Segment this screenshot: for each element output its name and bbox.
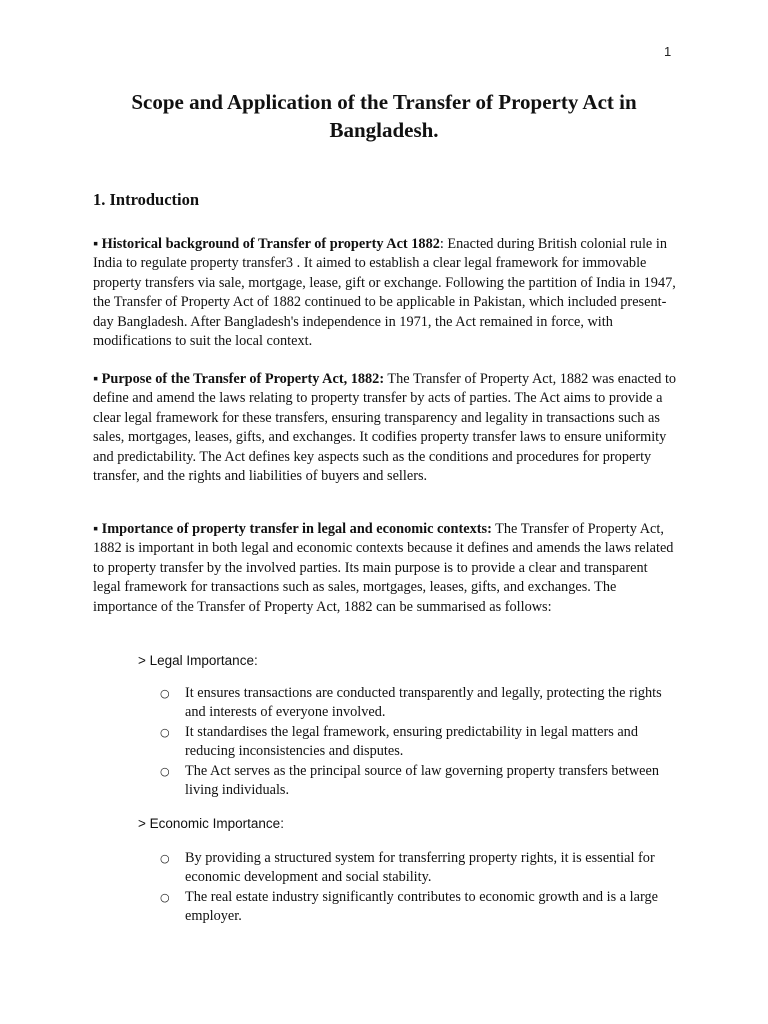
list-item-text: The Act serves as the principal source of law governing property transfers between living individuals. <box>185 762 660 799</box>
document-title: Scope and Application of the Transfer of Property Act in Bangladesh. <box>131 90 637 142</box>
legal-importance-heading: > Legal Importance: <box>138 653 258 668</box>
circle-bullet-icon: ○ <box>160 764 170 778</box>
list-item <box>160 684 680 723</box>
paragraph-purpose <box>93 370 677 486</box>
circle-bullet-icon: ○ <box>160 687 170 700</box>
paragraph-body: The Transfer of Property Act, 1882 was enacted to define and amend the laws relating to property transfer by acts of parties. The Act aims to provide a clear legal framework for these transfers, ensuring transparency and legality in transactions such as sales, mortgages, leases, gifts, and exchanges. It codifies property transfer laws to ensure uniformity and predictability. The Act defines key aspects such as the conditions and procedures for property transfer, and the rights and liabilities of buyers and sellers. <box>93 371 677 485</box>
economic-importance-heading: > Economic Importance: <box>138 816 284 831</box>
circle-bullet-icon: ○ <box>160 852 170 865</box>
paragraph-lead: ▪ Importance of property transfer in legal and economic contexts: <box>93 521 492 537</box>
paragraph-lead: ▪ Purpose of the Transfer of Property Act, 1882: <box>93 371 385 387</box>
list-item <box>160 723 680 762</box>
paragraph-importance <box>93 520 677 617</box>
list-item-text: It ensures transactions are conducted transparently and legally, protecting the rights and interests of everyone involved. <box>185 685 662 721</box>
circle-bullet-icon: ○ <box>160 890 170 904</box>
list-item <box>160 762 680 801</box>
list-item <box>160 849 680 888</box>
paragraph-lead: ▪ Historical background of Transfer of property Act 1882 <box>93 236 440 252</box>
list-item-text: The real estate industry significantly contributes to economic growth and is a large employer. <box>185 888 658 925</box>
page-number: 1 <box>664 44 672 59</box>
economic-importance-list <box>160 849 680 927</box>
list-item <box>160 888 680 927</box>
list-item-text: It standardises the legal framework, ensuring predictability in legal matters and reducing inconsistencies and disputes. <box>185 723 638 760</box>
section-heading: 1. Introduction <box>93 190 200 209</box>
paragraph-body: The Transfer of Property Act, 1882 is important in both legal and economic contexts because it defines and amends the laws related to property transfer by the involved parties. Its main purpose is to provide a clear and transparent legal framework for transactions such as sales, mortgages, leases, gifts, and exchanges. The importance of the Transfer of Property Act, 1882 can be summarised as follows: <box>93 521 674 615</box>
list-item-text: By providing a structured system for transferring property rights, it is essential for economic development and social stability. <box>185 850 655 886</box>
paragraph-historical-background <box>93 235 677 351</box>
paragraph-body: : Enacted during British colonial rule in India to regulate property transfer3 . It aimed to establish a clear legal framework for immovable property transfers via sale, mortgage, lease, gift or exchange. Following the partition of India in 1947, the Transfer of Property Act of 1882 continued to be applicable in Pakistan, which included present-day Bangladesh. After Bangladesh's independence in 1971, the Act remained in force, with modifications to suit the local context. <box>93 236 676 350</box>
circle-bullet-icon: ○ <box>160 725 170 739</box>
legal-importance-list <box>160 684 680 800</box>
